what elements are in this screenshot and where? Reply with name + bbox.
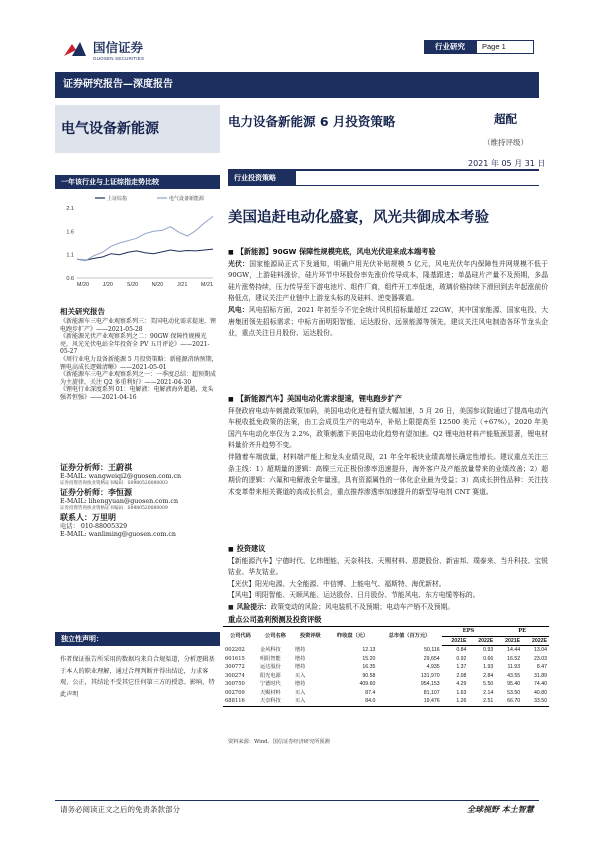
section-ev-heading: ■ 【新能源汽车】美国电动化需求提速，锂电跑步扩产 xyxy=(228,393,548,406)
analyst-2-email[interactable]: E-MAIL: lihengyuan@guosen.com.cn xyxy=(60,498,179,505)
footer-rule xyxy=(55,800,539,801)
section-ev-paragraph-1: 拜登政府电动车刺激政策加码，美国电动化进程有望大幅加速，5 月 26 日，美国参议院通过了提高电动汽车税收抵免政策的法案，由工会成员生产的电动车，补贴上限提高至 12500 美元（+67%）。2020 年美国汽车电动化率仅为 2.2%，政策刺激下美国电动化趋势有望加速。Q2 锂电池材料产能瓶颈显著，锂电材料量价齐升趋势不变。 xyxy=(228,406,548,450)
report-date: 2021 年 05 月 31 日 xyxy=(468,159,546,168)
table-cell: 31.89 xyxy=(534,672,547,679)
independence-title: 独立性声明： xyxy=(55,632,220,646)
table-row xyxy=(223,680,549,689)
th-close: 昨收盘（元） xyxy=(328,627,378,646)
table-cell: 买入 xyxy=(294,689,306,696)
table-cell: 84.0 xyxy=(328,697,378,706)
table-cell: 0.66 xyxy=(483,655,494,662)
x-tick-label: S/20 xyxy=(126,282,139,288)
analyst-1-cert: 证券投资咨询执业资格证书编码：S0980520080003 xyxy=(60,481,168,486)
chart-title: 一年该行业与上证综指走势比较 xyxy=(55,175,220,189)
earnings-table xyxy=(223,626,549,707)
strategy-tag: 行业投资策略 xyxy=(228,171,296,185)
th-pe-2021: 2021E xyxy=(495,636,522,646)
th-eps-group: EPS xyxy=(442,627,496,637)
table-cell: 87.4 xyxy=(365,689,376,696)
table-cell: 74.40 xyxy=(534,681,547,687)
table-cell: 002709 xyxy=(225,689,245,696)
contact-email[interactable]: E-MAIL: wanliming@guosen.com.cn xyxy=(60,531,176,538)
table-cell: 53.50 xyxy=(507,689,521,696)
trend-chart xyxy=(55,190,220,295)
related-reports-list xyxy=(60,318,218,402)
table-cell: 29,654 xyxy=(423,655,440,662)
th-eps-2022: 2022E xyxy=(468,636,495,646)
table-cell: 0.92 xyxy=(456,655,467,662)
contact-name: 联系人：万里明 xyxy=(60,513,116,522)
table-cell: 16.35 xyxy=(362,664,376,670)
independence-text: 作者保证报告所采用的数据均来自合规渠道，分析逻辑基于本人的职业理解，通过合理判断并得出结论，力求客观、公正，其结论不受其它任何第三方的授意、影响，特此声明 xyxy=(60,656,215,698)
table-cell: 300772 xyxy=(225,664,245,670)
table-cell: 23.03 xyxy=(534,655,547,662)
x-tick-label: M/21 xyxy=(200,282,214,288)
th-code: 公司代码 xyxy=(223,627,258,646)
footer-disclaimer: 请务必阅读正文之后的免责条款部分 xyxy=(60,805,180,814)
trend-chart-svg xyxy=(55,190,220,295)
table-cell: 1.26 xyxy=(442,697,469,706)
section-ev xyxy=(228,393,548,498)
table-cell: 300274 xyxy=(225,672,245,679)
table-cell: 4.29 xyxy=(456,681,467,687)
table-cell: 8.47 xyxy=(536,664,547,670)
logo-text-en: GUOSEN SECURITIES xyxy=(93,56,145,61)
table-row xyxy=(223,672,549,681)
table-cell: 81,107 xyxy=(423,689,440,696)
related-report-item[interactable]: 《新能源车三电产业观察系列之一：一季度总结：超预期成为主旋律，关注 Q2 多重利好》——2021-04-30 xyxy=(60,371,217,386)
tag-page-number: Page 1 xyxy=(476,40,534,54)
table-cell: 15.20 xyxy=(362,655,376,662)
table-row xyxy=(223,689,549,698)
table-cell: 运达股份 xyxy=(259,664,281,670)
table-cell: 2.08 xyxy=(456,672,467,679)
th-rating: 投资评级 xyxy=(293,627,328,646)
x-tick-label: J/21 xyxy=(176,282,188,288)
table-title: 重点公司盈利预测及投资评级 xyxy=(228,614,322,624)
report-type-banner: 证券研究报告—深度报告 xyxy=(55,72,539,98)
logo-mark-icon xyxy=(62,40,88,60)
section-renewables xyxy=(228,246,548,340)
table-cell: 66.70 xyxy=(495,697,522,706)
table-cell: 90.58 xyxy=(362,672,376,679)
table-cell: 1.63 xyxy=(456,689,467,696)
page-tag xyxy=(424,40,534,54)
table-cell: 95.40 xyxy=(507,681,521,687)
legend-label: 上证综指 xyxy=(107,196,128,202)
y-tick-label: 1.1 xyxy=(66,252,74,259)
rating-maintained: （维持评级） xyxy=(483,138,528,147)
table-row xyxy=(223,646,549,655)
table-cell: 增持 xyxy=(294,664,306,670)
table-cell: 13.04 xyxy=(534,647,547,653)
contact-tel: 电话： 010-88005329 xyxy=(60,523,128,530)
related-report-item[interactable]: 《新能源光伏产业观察系列之二：90GW 保障性规模光亮，风光光伏电站全年投资全 PV 五月评论》——2021-05-27 xyxy=(60,333,210,356)
table-cell: 409.60 xyxy=(359,681,376,687)
table-cell: 阳光电源 xyxy=(259,672,281,679)
table-cell: 50,116 xyxy=(424,646,440,653)
report-title: 电力设备新能源 6 月投资策略 xyxy=(228,114,396,129)
table-cell: 天奈科技 xyxy=(258,697,293,706)
rating: 超配 xyxy=(494,112,517,126)
sector-name: 电气设备新能源 xyxy=(55,105,220,153)
table-cell: 11.93 xyxy=(507,664,521,670)
section-wind-paragraph: 风电：风电招标方面，2021 年初至今不完全统计风机招标量超过 22GW，其中国家能源、国家电投、大唐集团领先招标需求；中标方面明阳智能、运达股份、远景能源等领先，建议关注风电制造各环节龙头企业，重点关注日月股份、运达股份。 xyxy=(228,305,548,338)
table-row xyxy=(223,663,549,672)
table-row xyxy=(223,655,549,664)
table-cell: 688116 xyxy=(223,697,258,706)
analyst-1-email[interactable]: E-MAIL: wangweiqi2@guosen.com.cn xyxy=(60,473,182,480)
section-investment-heading: ■ 投资建议 xyxy=(228,543,548,556)
series-line xyxy=(77,216,213,260)
section-renewables-heading: ■ 【新能源】90GW 保障性规模兜底，风电光伏迎来成本端考验 xyxy=(228,246,548,259)
th-pe-group: PE xyxy=(495,627,549,637)
table-cell: 954,153 xyxy=(420,681,440,687)
x-tick-label: J/20 xyxy=(102,282,114,288)
table-cell: 300750 xyxy=(225,681,245,687)
table-cell: 金风科技 xyxy=(259,646,281,653)
strategy-rule xyxy=(228,185,539,186)
related-reports-title: 相关研究报告 xyxy=(60,307,105,316)
table-cell: 明阳智能 xyxy=(259,655,281,662)
analyst-block xyxy=(60,462,225,539)
x-tick-label: N/20 xyxy=(151,282,164,288)
investment-ev: 【新能源汽车】宁德时代、亿纬锂能、天奈科技、天赐材料、恩捷股份、新宙邦、璞泰来、当升科技、宝锐钴业、华友钴业。 xyxy=(228,556,548,577)
analyst-2-cert: 证券投资咨询执业资格证书编码：S0980520080009 xyxy=(60,506,168,511)
analyst-1-name: 证券分析师：王蔚祺 xyxy=(60,463,132,472)
table-row xyxy=(223,697,549,706)
x-tick-label: M/20 xyxy=(76,282,90,288)
guosen-logo xyxy=(62,38,144,61)
table-cell: 增持 xyxy=(294,655,306,662)
table-cell: 16.52 xyxy=(507,655,521,662)
table-cell: 2.51 xyxy=(468,697,495,706)
th-eps-2021: 2021E xyxy=(442,636,469,646)
th-pe-2022: 2022E xyxy=(522,636,549,646)
y-tick-label: 2.1 xyxy=(66,206,74,212)
table-cell: 5.50 xyxy=(483,681,494,687)
table-cell: 0.84 xyxy=(456,647,467,653)
section-ev-paragraph-2: 伴随着车端放量，材料端产能上和龙头业绩兑现，21 年全年板块业绩高增长确定性增长。建议重点关注三条主线：1）超期量的逻辑：高镍三元正极份渗率迅速提升，海外客户及产能放量带来的业绩改善；2）超期价的逻辑：六氟和电解液全年量涨，具有资源属性的一体化企业最为受益；3）高成长拼性品种：关注技术变革带来相关赛道的高成长机会，重点推荐渗透率加速提升的新型导电剂 CNT 赛道。 xyxy=(228,452,548,496)
related-report-item[interactable]: 《周行业电力设备新能源 5 月投资策略：新能源消纳预期，锂电高成长逻辑清晰》——2021-05-01 xyxy=(60,355,218,371)
th-name: 公司名称 xyxy=(258,627,293,646)
y-tick-label: 0.6 xyxy=(66,276,74,282)
table-cell: 601615 xyxy=(225,655,245,662)
table-cell: 002202 xyxy=(225,646,245,653)
table-cell: 增持 xyxy=(294,681,306,687)
table-cell: 43.55 xyxy=(507,672,521,679)
table-cell: 131,970 xyxy=(420,672,440,679)
table-cell: 1.93 xyxy=(483,664,494,670)
section-investment xyxy=(228,543,548,625)
section-pv-paragraph: 光伏：国家能源局正式下发通知，明确户用光伏补贴规模 5 亿元，风电光伏年内保障性并网规模不低于 90GW，上游硅料涨价，硅片环节中环股份率先涨价传导成本，隆基跟进；单晶硅片产量不及预期，多晶硅片涨势持续，压力传导至下游电池片、组件厂商，组件开工率低迷，玻璃价格持续下滑回到去年起涨前价格低点，建议关注产业链中上游龙头标的及硅料、逆变器赛道。 xyxy=(228,259,548,303)
table-cell: 买入 xyxy=(294,672,306,679)
table-cell: 4,935 xyxy=(426,664,440,670)
table-cell: 1.37 xyxy=(456,664,467,670)
tag-industry-research: 行业研究 xyxy=(424,40,476,54)
table-cell: 增持 xyxy=(294,646,306,653)
related-report-item[interactable]: 《新能源车三电产业观察系列三：美国电动化需求提速，锂电跑步扩产》——2021-05-28 xyxy=(60,318,217,333)
footer-slogan: 全球视野 本土智慧 xyxy=(467,805,534,814)
table-cell: 12.13 xyxy=(362,646,376,653)
legend-label: 电气设备新能源 xyxy=(169,196,205,202)
logo-text-cn: 国信证券 xyxy=(93,40,144,55)
analyst-2-name: 证券分析师：李恒源 xyxy=(60,488,132,497)
table-cell: 0.93 xyxy=(483,647,494,653)
risk-warning: ■ 风险提示：政策变动的风险；风电装机不及预期；电动车产销不及预期。 xyxy=(228,602,548,614)
y-tick-label: 1.6 xyxy=(66,229,74,236)
table-cell: 14.44 xyxy=(507,647,521,653)
headline: 美国追赶电动化盛宴，风光共御成本考验 xyxy=(228,210,489,226)
table-cell: 宁德时代 xyxy=(259,681,281,687)
investment-pv: 【光伏】阳光电源、大全能源、中信博、上能电气、福斯特、海优新材。 xyxy=(228,579,446,588)
table-cell: 2.14 xyxy=(483,689,494,696)
investment-wind: 【风电】明阳智能、天顺风能、运达股份、日月股份、节能风电、东方电缆等标的。 xyxy=(228,591,480,600)
related-report-item[interactable]: 《锂电行业深度系列 01：电解液：电解液海外超越，龙头强者恒强》——2021-04-16 xyxy=(60,386,214,401)
table-cell: 40.80 xyxy=(534,689,547,696)
th-mktcap: 总市值（百万元） xyxy=(377,627,441,646)
table-cell: 33.50 xyxy=(522,697,549,706)
table-cell: 2.84 xyxy=(483,672,494,679)
table-cell: 买入 xyxy=(293,697,328,706)
table-source: 资料来源：Wind、国信证券经济研究所预测 xyxy=(228,739,330,745)
table-cell: 19,476 xyxy=(377,697,441,706)
table-cell: 天赐材料 xyxy=(259,689,281,696)
